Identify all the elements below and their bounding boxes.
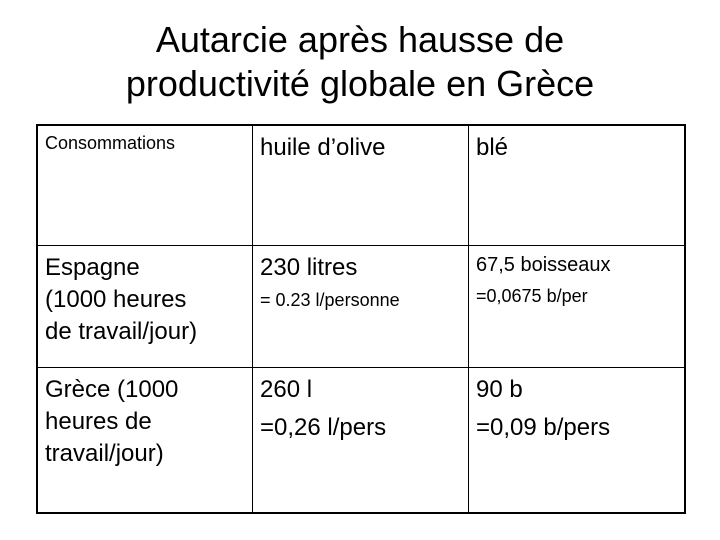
header-cell-wheat <box>469 125 686 245</box>
consumption-table <box>36 124 686 514</box>
row-label-grece <box>37 367 253 513</box>
espagne-wheat-total: 67,5 boisseaux <box>476 253 611 276</box>
espagne-label-line-2: (1000 heures <box>45 285 187 313</box>
grece-wheat-total: 90 b <box>476 375 523 403</box>
grece-label-line-2: heures de <box>45 407 152 435</box>
table-row-grece <box>37 367 685 513</box>
espagne-olive-per-person: = 0.23 l/personne <box>260 289 400 310</box>
table-header-row <box>37 125 685 245</box>
grece-label-line-3: travail/jour) <box>45 439 164 467</box>
grece-olive-per-person: =0,26 l/pers <box>260 413 387 441</box>
header-olive-oil-label: huile d’olive <box>260 134 386 161</box>
header-wheat-label: blé <box>476 134 509 161</box>
espagne-label-line-3: de travail/jour) <box>45 317 198 345</box>
cell-grece-olive <box>253 367 469 513</box>
header-cell-consommations <box>37 125 253 245</box>
title-line-2: productivité globale en Grèce <box>125 63 595 104</box>
title-line-1: Autarcie après hausse de <box>155 19 565 60</box>
espagne-wheat-per-person: =0,0675 b/per <box>476 285 588 306</box>
cell-grece-wheat <box>469 367 686 513</box>
grece-label-line-1: Grèce (1000 <box>45 375 179 403</box>
espagne-olive-total: 230 litres <box>260 253 358 281</box>
grece-wheat-per-person: =0,09 b/pers <box>476 413 611 441</box>
row-label-espagne <box>37 245 253 367</box>
cell-espagne-wheat <box>469 245 686 367</box>
slide-title <box>0 18 720 106</box>
table-row-espagne <box>37 245 685 367</box>
header-cell-olive-oil <box>253 125 469 245</box>
grece-olive-total: 260 l <box>260 375 313 403</box>
cell-espagne-olive <box>253 245 469 367</box>
espagne-label-line-1: Espagne <box>45 253 140 281</box>
header-consommations-label: Consommations <box>45 133 176 153</box>
